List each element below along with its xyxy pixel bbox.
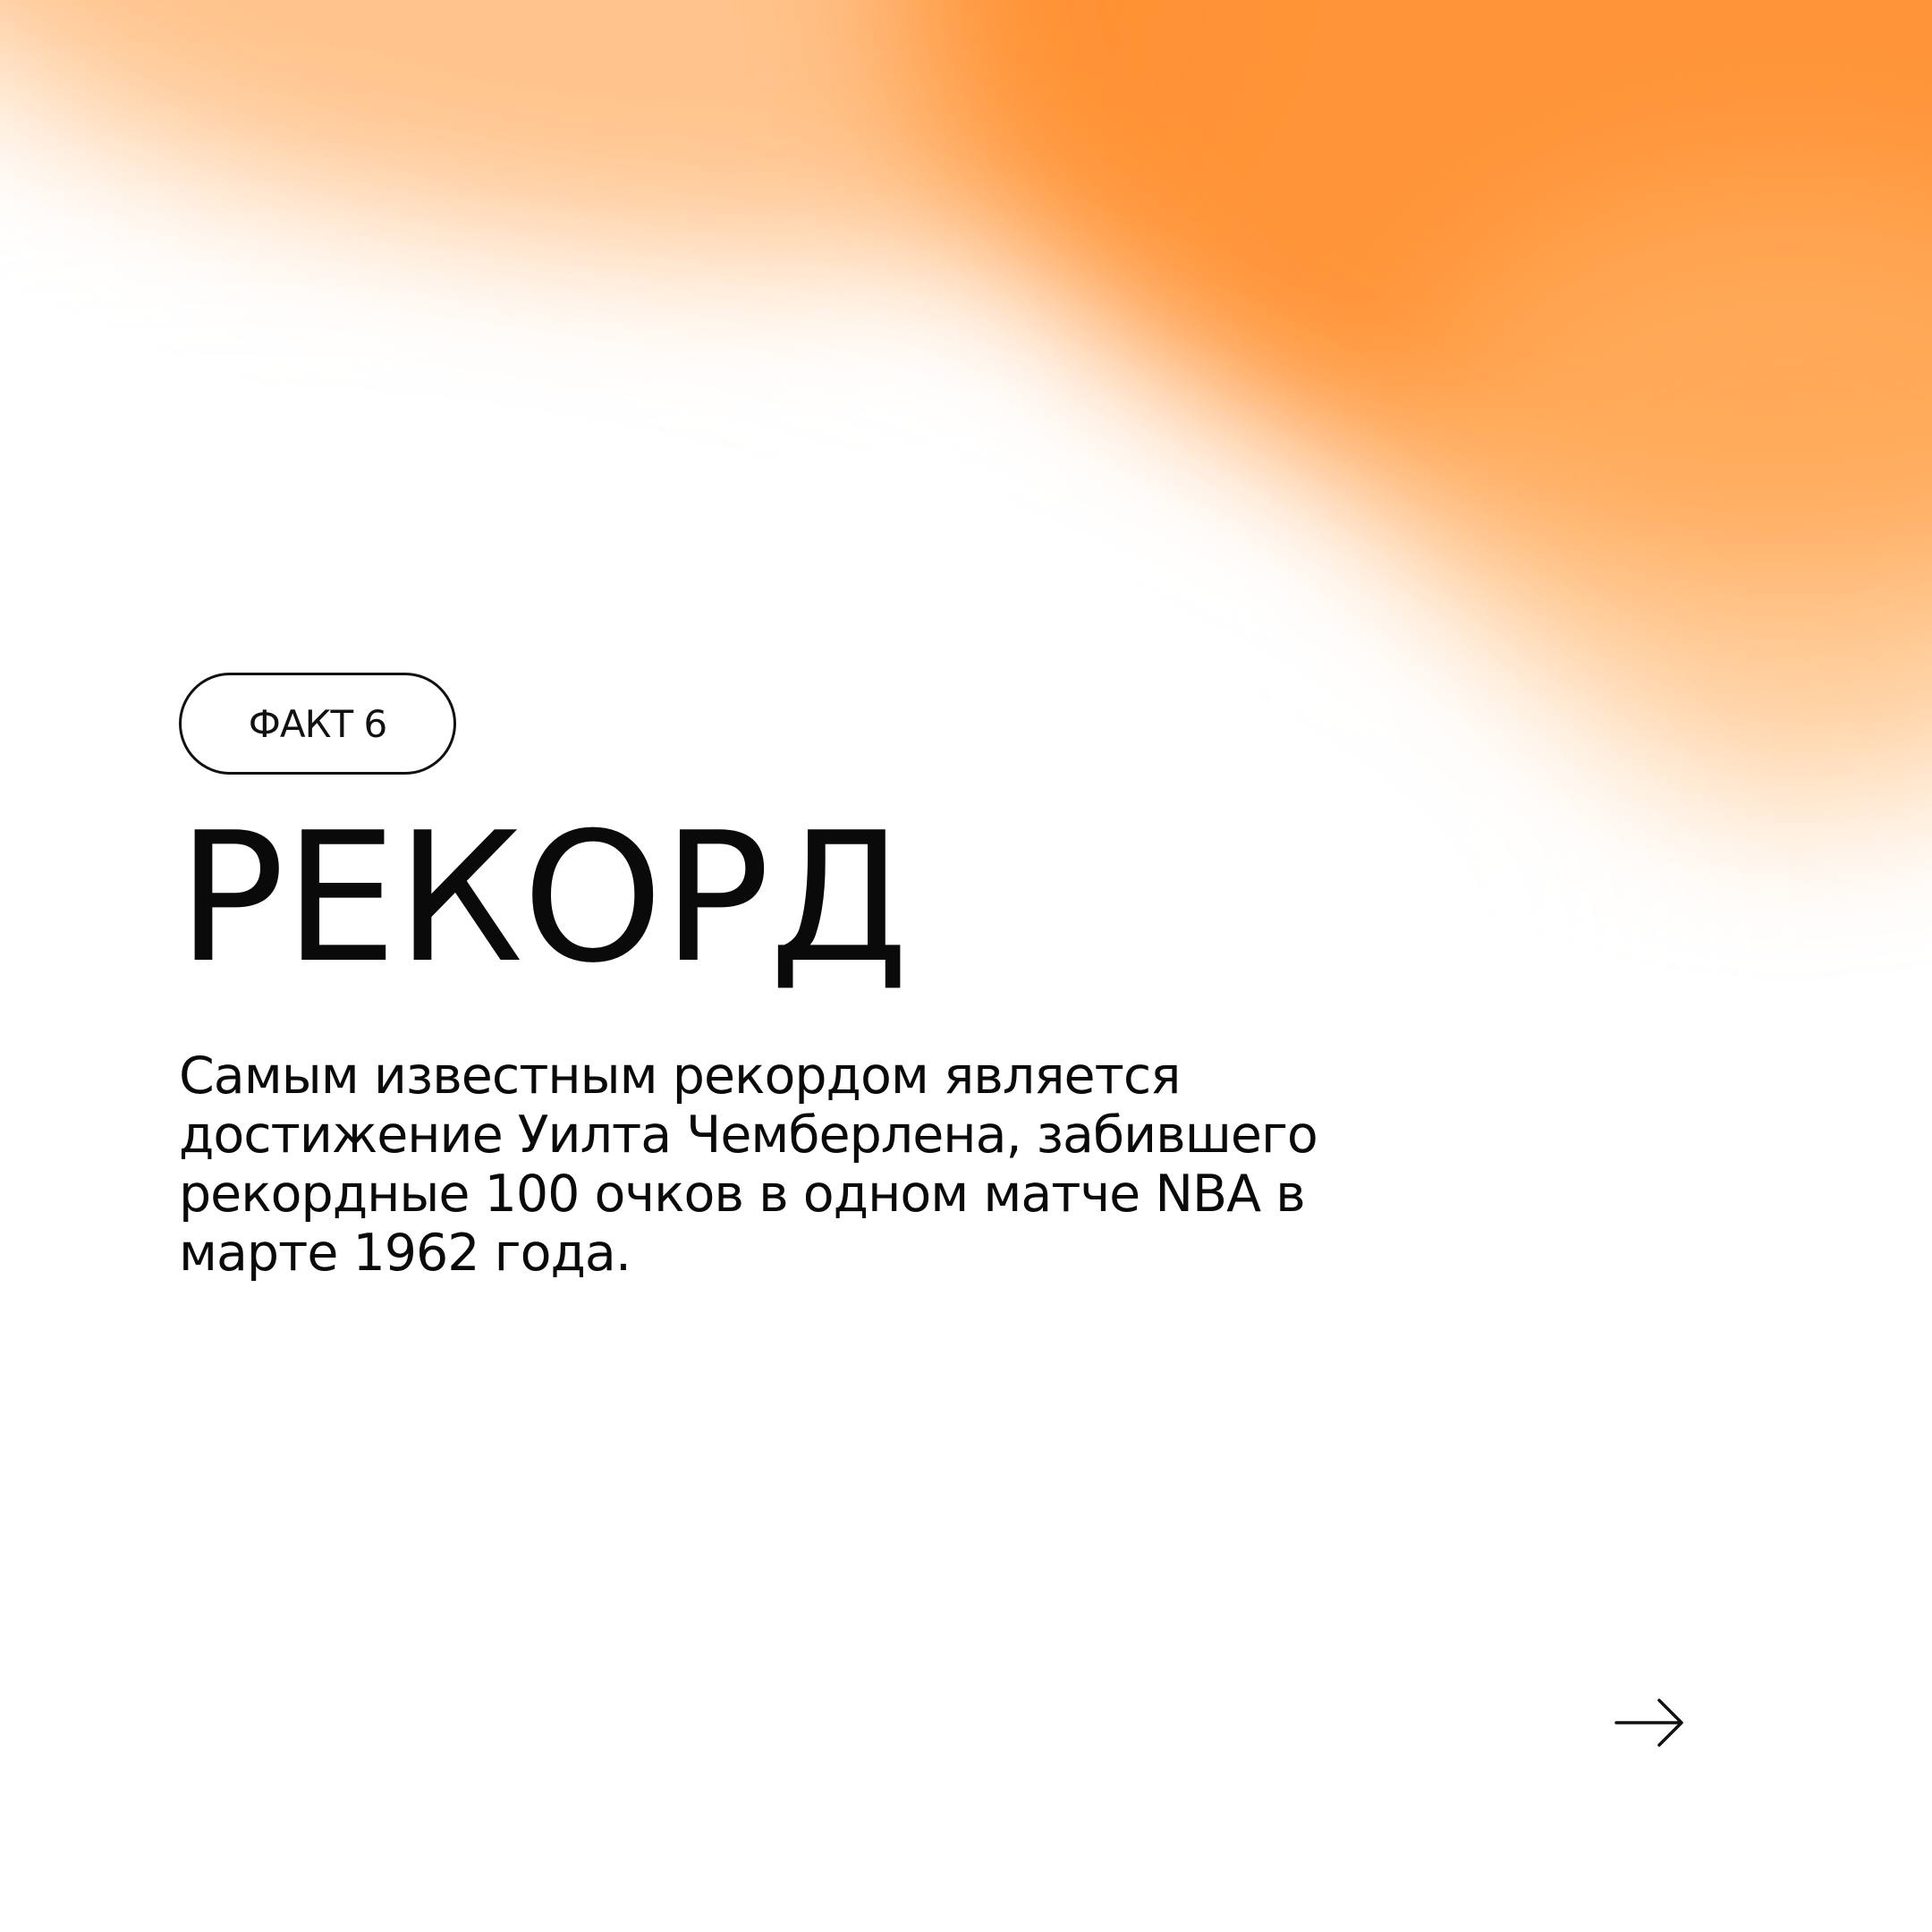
slide-title: РЕКОРД xyxy=(177,794,909,1003)
slide-body xyxy=(179,1046,1521,1283)
arrow-right-icon[interactable] xyxy=(1614,1698,1684,1748)
fact-badge xyxy=(179,673,456,775)
body-line: Самым известным рекордом является xyxy=(179,1046,1181,1106)
body-line: марте 1962 года. xyxy=(179,1224,631,1283)
body-line: рекордные 100 очков в одном матче NBA в xyxy=(179,1165,1305,1224)
body-line: достижение Уилта Чемберлена, забившего xyxy=(179,1106,1318,1165)
fact-badge-label: ФАКТ 6 xyxy=(248,701,387,746)
